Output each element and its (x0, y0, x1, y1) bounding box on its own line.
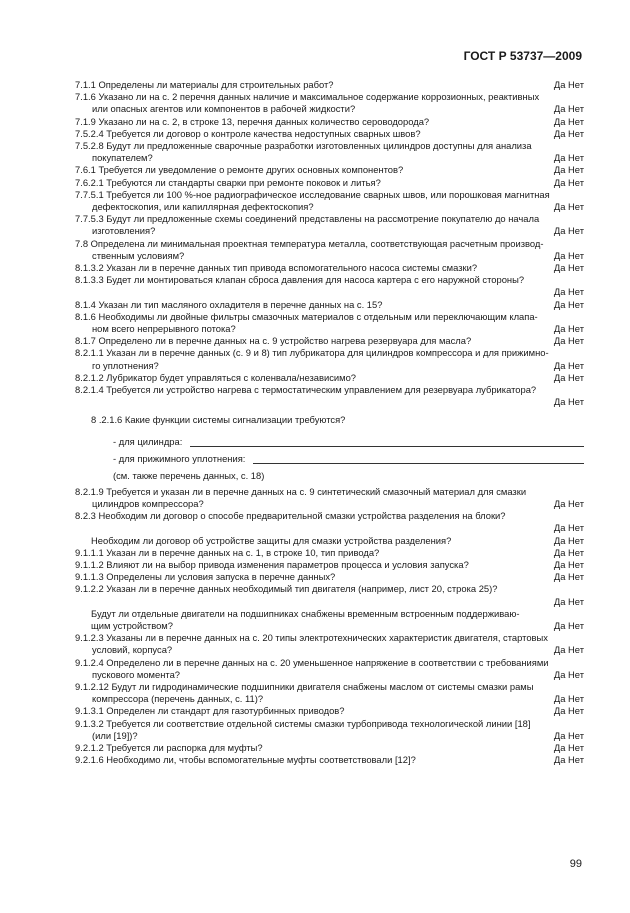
checklist-item (75, 486, 584, 510)
answer-options (554, 547, 584, 559)
answer-options (554, 152, 584, 164)
answer-no[interactable]: Нет (568, 127, 584, 139)
answer-no[interactable]: Нет (568, 371, 584, 383)
answer-yes[interactable]: Да (553, 396, 566, 408)
answer-yes[interactable]: Да (553, 298, 566, 310)
checklist-item (75, 632, 584, 656)
answer-no[interactable]: Нет (568, 693, 584, 705)
answer-yes[interactable]: Да (553, 262, 566, 274)
answer-no[interactable]: Нет (568, 103, 584, 115)
seal-alarm-label: - для прижимного уплотнения: (113, 453, 246, 465)
item-text-line: Будут ли отдельные двигатели на подшипниках снабжены временным встроенным поддерживаю- (91, 607, 520, 619)
checklist-item (75, 742, 584, 754)
answer-yes[interactable]: Да (553, 249, 566, 261)
item-text-line: 7.6.1 Требуется ли уведомление о ремонте других основных компонентов? (75, 164, 404, 176)
item-text-line: пускового момента? (92, 668, 180, 680)
item-text-line: ственным условиям? (92, 249, 185, 261)
answer-options (554, 705, 584, 717)
answer-no[interactable]: Нет (568, 396, 584, 408)
item-text-line: 9.1.2.12 Будут ли гидродинамические подшипники двигателя снабжены маслом от системы смазки рамы (75, 680, 534, 692)
seal-alarm-input-line[interactable] (253, 463, 584, 464)
answer-no[interactable]: Нет (568, 176, 584, 188)
answer-no[interactable]: Нет (568, 298, 584, 310)
item-text-line: 7.1.1 Определены ли материалы для строительных работ? (75, 79, 334, 90)
item-text-line: 8.1.3.2 Указан ли в перечне данных тип привода вспомогательного насоса системы смазки? (75, 262, 478, 274)
answer-options (554, 620, 584, 632)
checklist-item (75, 311, 584, 335)
see-also-note-row (75, 466, 584, 483)
checklist-item (75, 347, 584, 371)
item-text-line: 7.7.5.3 Будут ли предложенные схемы соединений представлены на рассмотрение покупателю до начала (75, 213, 540, 225)
answer-options (554, 498, 584, 510)
answer-options (554, 754, 584, 766)
checklist-item (75, 79, 584, 91)
item-text-line: 9.1.2.2 Указан ли в перечне данных необходимый тип двигателя (например, лист 20, строка 25)? (75, 583, 498, 595)
answer-yes[interactable]: Да (553, 323, 566, 335)
document-header: ГОСТ Р 53737—2009 (463, 49, 582, 63)
answer-options (554, 177, 584, 189)
checklist-item (75, 372, 584, 384)
item-text-line: дефектоскопия, или капиллярная дефектоскопия? (92, 201, 314, 213)
answer-options (554, 201, 584, 213)
answer-options (554, 360, 584, 372)
cylinder-alarm-input-line[interactable] (190, 446, 584, 447)
answer-no[interactable]: Нет (568, 522, 584, 534)
answer-no[interactable]: Нет (568, 741, 584, 753)
answer-yes[interactable]: Да (553, 497, 566, 509)
checklist-item (75, 213, 584, 237)
answer-options (554, 262, 584, 274)
answer-no[interactable]: Нет (568, 546, 584, 558)
answer-yes[interactable]: Да (553, 176, 566, 188)
answer-yes[interactable]: Да (553, 103, 566, 115)
item-text-line: 8.2.1.9 Требуется и указан ли в перечне данных на с. 9 синтетический смазочный материал для смазки (75, 485, 527, 497)
checklist (75, 79, 584, 766)
item-text-line: цилиндров компрессора? (92, 497, 204, 509)
checklist-item (75, 238, 584, 262)
item-text-line: 9.1.3.2 Требуется ли соответствие отдельной системы смазки турбопривода технологической линии [18] (75, 717, 531, 729)
answer-options (554, 103, 584, 115)
answer-yes[interactable]: Да (553, 522, 566, 534)
alarm-question-block (75, 414, 584, 482)
answer-yes[interactable]: Да (553, 546, 566, 558)
answer-yes[interactable]: Да (553, 729, 566, 741)
answer-options (554, 742, 584, 754)
checklist-item (75, 547, 584, 559)
item-text-line: 8.1.6 Необходимы ли двойные фильтры смазочных материалов с отдельным или переключающим клапа- (75, 310, 538, 322)
item-text-line: 9.1.1.1 Указан ли в перечне данных на с. 1, в строке 10, тип привода? (75, 546, 380, 558)
answer-no[interactable]: Нет (568, 225, 584, 237)
answer-no[interactable]: Нет (568, 595, 584, 607)
answer-no[interactable]: Нет (568, 335, 584, 347)
answer-options (554, 669, 584, 681)
item-text-line: 7.5.2.4 Требуется ли договор о контроле качества недоступных сварных швов? (75, 127, 421, 139)
item-text-line: компрессора (перечень данных, с. 11)? (92, 693, 264, 705)
item-text-line: или опасных агентов или компонентов в рабочей жидкости? (92, 103, 356, 115)
answer-no[interactable]: Нет (568, 754, 584, 766)
checklist-item (75, 559, 584, 571)
checklist-item (75, 384, 584, 408)
answer-no[interactable]: Нет (568, 497, 584, 509)
checklist-item (75, 299, 584, 311)
checklist-group-materials-lubrication (75, 79, 584, 408)
checklist-item (75, 705, 584, 717)
see-also-note: (см. также перечень данных, с. 18) (113, 470, 265, 482)
answer-yes[interactable]: Да (553, 164, 566, 176)
checklist-item (75, 177, 584, 189)
answer-options (75, 522, 584, 534)
answer-options (554, 559, 584, 571)
answer-no[interactable]: Нет (568, 201, 584, 213)
item-text-line: 8.1.3.3 Будет ли монтироваться клапан сброса давления для насоса картера с его наружной стороны? (75, 274, 525, 286)
item-text-line: 7.1.9 Указано ли на с. 2, в строке 13, перечня данных количество сероводорода? (75, 115, 430, 127)
answer-yes[interactable]: Да (553, 644, 566, 656)
checklist-item (75, 718, 584, 742)
item-text-line: 8.2.1.2 Лубрикатор будет управляться с коленвала/независимо? (75, 371, 357, 383)
answer-yes[interactable]: Да (553, 741, 566, 753)
item-text-line: 8.1.4 Указан ли тип масляного охладителя в перечне данных на с. 15? (75, 298, 383, 310)
answer-no[interactable]: Нет (568, 558, 584, 570)
answer-options (554, 730, 584, 742)
answer-no[interactable]: Нет (568, 534, 584, 546)
checklist-item (75, 335, 584, 347)
answer-yes[interactable]: Да (553, 558, 566, 570)
answer-no[interactable]: Нет (568, 115, 584, 127)
answer-yes[interactable]: Да (553, 754, 566, 766)
item-text-line: (или [19])? (92, 729, 138, 741)
answer-options (554, 372, 584, 384)
answer-no[interactable]: Нет (568, 79, 584, 90)
answer-options (554, 225, 584, 237)
item-text-line: 9.2.1.2 Требуется ли распорка для муфты? (75, 741, 263, 753)
answer-yes[interactable]: Да (553, 335, 566, 347)
checklist-item (75, 510, 584, 534)
item-text-line: 8.2.1.1 Указан ли в перечне данных (с. 9 и 8) тип лубрикатора для цилиндров компрессора и для прижимно- (75, 347, 549, 359)
item-text-line: 7.7.5.1 Требуется ли 100 %-ное радиографическое исследование сварных швов, или порошковая магнитная (75, 188, 550, 200)
item-text-line: изготовления? (92, 225, 156, 237)
answer-no[interactable]: Нет (568, 152, 584, 164)
answer-yes[interactable]: Да (553, 693, 566, 705)
checklist-item (75, 571, 584, 583)
answer-no[interactable]: Нет (568, 323, 584, 335)
checklist-item (75, 128, 584, 140)
answer-yes[interactable]: Да (553, 705, 566, 717)
item-text-line: условий, корпуса? (92, 644, 173, 656)
answer-no[interactable]: Нет (568, 249, 584, 261)
answer-no[interactable]: Нет (568, 644, 584, 656)
answer-no[interactable]: Нет (568, 164, 584, 176)
answer-no[interactable]: Нет (568, 668, 584, 680)
answer-options (75, 596, 584, 608)
answer-options (554, 79, 584, 91)
item-text-line: 9.1.2.3 Указаны ли в перечне данных на с. 20 типы электротехнических характеристик двигателя, стартовых (75, 632, 548, 644)
answer-options (554, 571, 584, 583)
item-text-line: покупателем? (92, 152, 153, 164)
answer-no[interactable]: Нет (568, 286, 584, 298)
item-text-line: Необходим ли договор об устройстве защиты для смазки устройства разделения? (91, 534, 452, 546)
checklist-item (75, 140, 584, 164)
checklist-item (75, 535, 584, 547)
answer-no[interactable]: Нет (568, 262, 584, 274)
checklist-item (75, 164, 584, 176)
item-text-line: 7.6.2.1 Требуются ли стандарты сварки при ремонте поковок и литья? (75, 176, 381, 188)
alarm-question-title: 8 .2.1.6 Какие функции системы сигнализации требуются? (91, 414, 346, 426)
page-number: 99 (569, 858, 582, 870)
checklist-item (75, 262, 584, 274)
answer-options (554, 644, 584, 656)
checklist-item (75, 116, 584, 128)
answer-yes[interactable]: Да (553, 668, 566, 680)
item-text-line: 8.2.1.4 Требуется ли устройство нагрева с термостатическим управлением для резервуара лубрикатора? (75, 384, 537, 396)
answer-yes[interactable]: Да (553, 571, 566, 583)
item-text-line: ном всего непрерывного потока? (92, 323, 236, 335)
answer-options (554, 535, 584, 547)
item-text-line: 7.1.6 Указано ли на с. 2 перечня данных наличие и максимальное содержание коррозионных, реактивных (75, 91, 540, 103)
answer-options (554, 323, 584, 335)
seal-alarm-field[interactable] (75, 449, 584, 466)
checklist-item (75, 91, 584, 115)
item-text-line: 9.1.2.4 Определено ли в перечне данных на с. 20 уменьшенное напряжение в соответствии с требованиями (75, 656, 549, 668)
item-text-line: 7.8 Определена ли минимальная проектная температура металла, соответствующая расчетным производ- (75, 237, 544, 249)
item-text-line: 9.1.1.2 Влияют ли на выбор привода изменения параметров процесса и условия запуска? (75, 558, 469, 570)
item-text-line: го уплотнения? (92, 359, 159, 371)
item-text-line: 9.2.1.6 Необходимо ли, чтобы вспомогательные муфты соответствовали [12]? (75, 754, 416, 766)
answer-yes[interactable]: Да (553, 127, 566, 139)
answer-yes[interactable]: Да (553, 201, 566, 213)
checklist-item (75, 608, 584, 632)
item-text-line: 9.1.1.3 Определены ли условия запуска в перечне данных? (75, 571, 336, 583)
item-text-line: щим устройством? (91, 619, 173, 631)
checklist-item (75, 754, 584, 766)
answer-yes[interactable]: Да (553, 115, 566, 127)
answer-yes[interactable]: Да (553, 79, 566, 90)
answer-options (554, 164, 584, 176)
answer-no[interactable]: Нет (568, 359, 584, 371)
checklist-item (75, 657, 584, 681)
answer-no[interactable]: Нет (568, 705, 584, 717)
answer-no[interactable]: Нет (568, 619, 584, 631)
checklist-item (75, 274, 584, 298)
checklist-group-drives-couplings (75, 486, 584, 767)
answer-options (554, 116, 584, 128)
answer-options (75, 396, 584, 408)
checklist-item (75, 583, 584, 607)
checklist-item (75, 189, 584, 213)
answer-yes[interactable]: Да (553, 534, 566, 546)
answer-no[interactable]: Нет (568, 571, 584, 583)
answer-yes[interactable]: Да (553, 371, 566, 383)
cylinder-alarm-label: - для цилиндра: (113, 436, 183, 448)
answer-yes[interactable]: Да (553, 619, 566, 631)
checklist-item (75, 681, 584, 705)
item-text-line: 8.1.7 Определено ли в перечне данных на с. 9 устройство нагрева резервуара для масла? (75, 335, 472, 347)
cylinder-alarm-field[interactable] (75, 432, 584, 449)
answer-options (75, 286, 584, 298)
answer-options (554, 335, 584, 347)
answer-yes[interactable]: Да (553, 152, 566, 164)
answer-yes[interactable]: Да (553, 225, 566, 237)
answer-yes[interactable]: Да (553, 595, 566, 607)
answer-yes[interactable]: Да (553, 286, 566, 298)
answer-options (554, 128, 584, 140)
item-text-line: 8.2.3 Необходим ли договор о способе предварительной смазки устройства разделения на блоки? (75, 510, 506, 522)
answer-yes[interactable]: Да (553, 359, 566, 371)
item-text-line: 9.1.3.1 Определен ли стандарт для газотурбинных приводов? (75, 705, 345, 717)
answer-no[interactable]: Нет (568, 729, 584, 741)
answer-options (554, 299, 584, 311)
item-text-line: 7.5.2.8 Будут ли предложенные сварочные разработки изготовленных цилиндров доступны для анализа (75, 140, 532, 152)
answer-options (554, 693, 584, 705)
answer-options (554, 250, 584, 262)
